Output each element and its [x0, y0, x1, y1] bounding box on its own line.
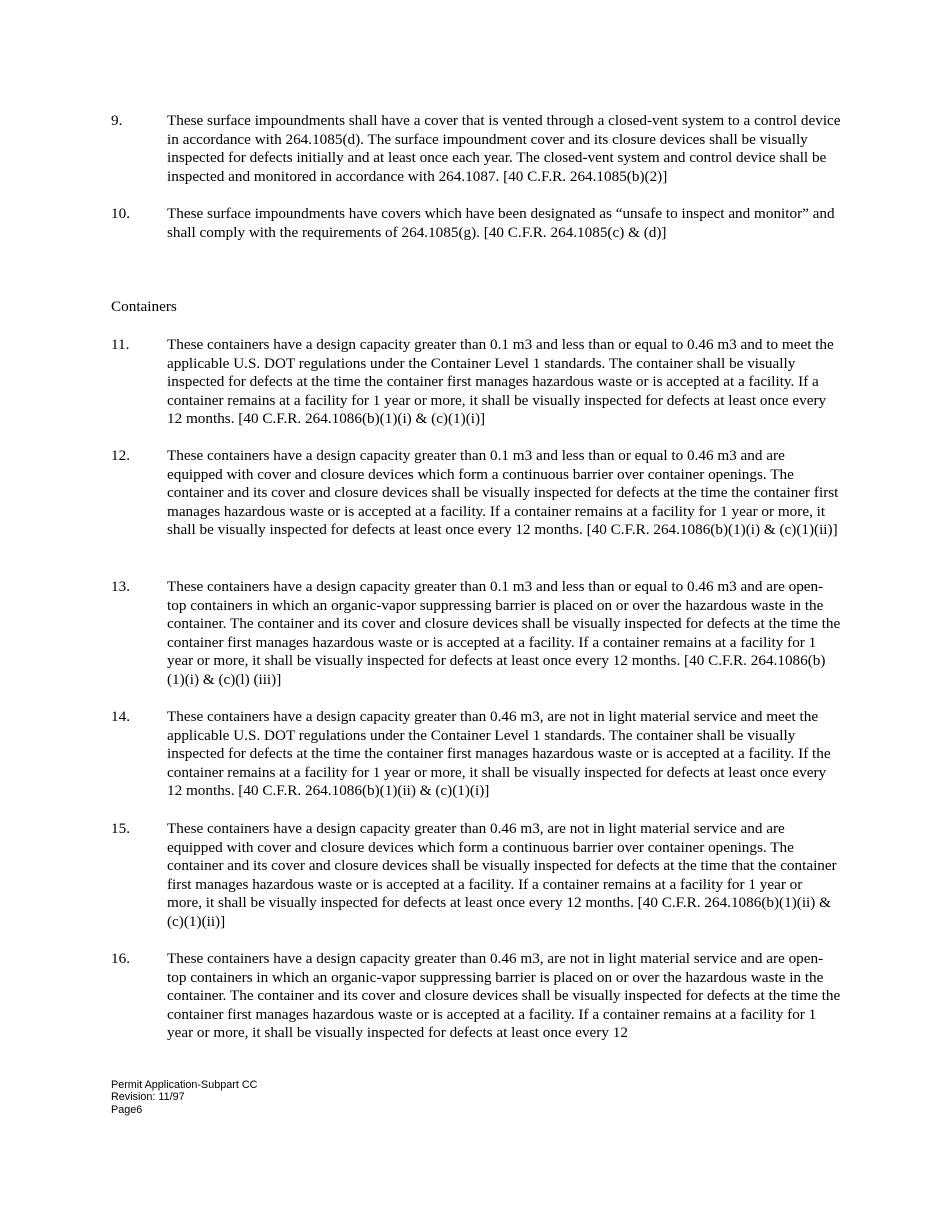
item-text: These containers have a design capacity greater than 0.46 m3, are not in light material service and are equipped with cover and closure devices which form a continuous barrier over container openings. The container and its cover and closure devices shall be visually inspected for defects at the time that the container first manages hazardous waste or is accepted at a facility. If a container remains at a facility for 1 year or more, it shall be visually inspected for defects at least once every 12 months. [40 C.F.R. 264.1086(b)(1)(ii) & (c)(1)(ii)] — [167, 820, 837, 930]
list-item-12 — [111, 447, 841, 540]
item-number: 12. — [111, 447, 130, 464]
item-text: These containers have a design capacity greater than 0.1 m3 and less than or equal to 0.46 m3 and are open-top containers in which an organic-vapor suppressing barrier is placed on or over the hazardous waste in the container. The container and its cover and closure devices shall be visually inspected for defects at the time the container first manages hazardous waste or is accepted at a facility. If a container remains at a facility for 1 year or more, it shall be visually inspected for defects at least once every 12 months. [40 C.F.R. 264.1086(b)(1)(i) & (c)(l) (iii)] — [167, 578, 841, 688]
item-text: These surface impoundments have covers which have been designated as “unsafe to inspect and monitor” and shall comply with the requirements of 264.1085(g). [40 C.F.R. 264.1085(c) & (d)] — [167, 205, 835, 241]
list-item-9 — [111, 112, 841, 186]
list-item-14 — [111, 708, 841, 801]
list-item-13 — [111, 578, 841, 690]
item-number: 10. — [111, 205, 130, 222]
item-number: 16. — [111, 950, 130, 967]
item-number: 9. — [111, 112, 123, 129]
footer-revision: Revision: 11/97 — [111, 1091, 185, 1104]
list-item-15 — [111, 820, 841, 932]
item-text: These containers have a design capacity greater than 0.46 m3, are not in light material service and meet the applicable U.S. DOT regulations under the Container Level 1 standards. The container shall be visually inspected for defects at the time the container first manages hazardous waste or is accepted at a facility. If the container remains at a facility for 1 year or more, it shall be visually inspected for defects at least once every 12 months. [40 C.F.R. 264.1086(b)(1)(ii) & (c)(1)(i)] — [167, 708, 831, 800]
list-item-11 — [111, 336, 841, 429]
list-item-10 — [111, 205, 841, 242]
item-text: These containers have a design capacity greater than 0.46 m3, are not in light material service and are open-top containers in which an organic-vapor suppressing barrier is placed on or over the hazardous waste in the container. The container and its cover and closure devices shall be visually inspected for defects at the time the container first manages hazardous waste or is accepted at a facility. If a container remains at a facility for 1 year or more, it shall be visually inspected for defects at least once every 12 — [167, 950, 841, 1042]
list-item-16 — [111, 950, 841, 1043]
page-footer — [111, 1079, 257, 1116]
item-text: These surface impoundments shall have a cover that is vented through a closed-vent system to a control device in accordance with 264.1085(d). The surface impoundment cover and its closure devices shall be visually inspected for defects initially and at least once each year. The closed-vent system and control device shall be inspected and monitored in accordance with 264.1087. [40 C.F.R. 264.1085(b)(2)] — [167, 112, 841, 185]
section-heading-containers: Containers — [111, 298, 177, 315]
item-number: 11. — [111, 336, 130, 353]
item-number: 14. — [111, 708, 130, 725]
item-number: 15. — [111, 820, 130, 837]
item-text: These containers have a design capacity greater than 0.1 m3 and less than or equal to 0.46 m3 and to meet the applicable U.S. DOT regulations under the Container Level 1 standards. The container shall be visually inspected for defects at the time the container first manages hazardous waste or is accepted at a facility. If a container remains at a facility for 1 year or more, it shall be visually inspected for defects at least once every 12 months. [40 C.F.R. 264.1086(b)(1)(i) & (c)(1)(i)] — [167, 336, 834, 428]
item-text: These containers have a design capacity greater than 0.1 m3 and less than or equal to 0.46 m3 and are equipped with cover and closure devices which form a continuous barrier over container openings. The container and its cover and closure devices shall be visually inspected for defects at the time the container first manages hazardous waste or is accepted at a facility. If a container remains at a facility for 1 year or more, it shall be visually inspected for defects at least once every 12 months. [40 C.F.R. 264.1086(b)(1)(i) & (c)(1)(ii)] — [167, 447, 839, 539]
footer-page-number: Page6 — [111, 1103, 143, 1116]
footer-document-title: Permit Application-Subpart CC — [111, 1079, 258, 1091]
item-number: 13. — [111, 578, 130, 595]
